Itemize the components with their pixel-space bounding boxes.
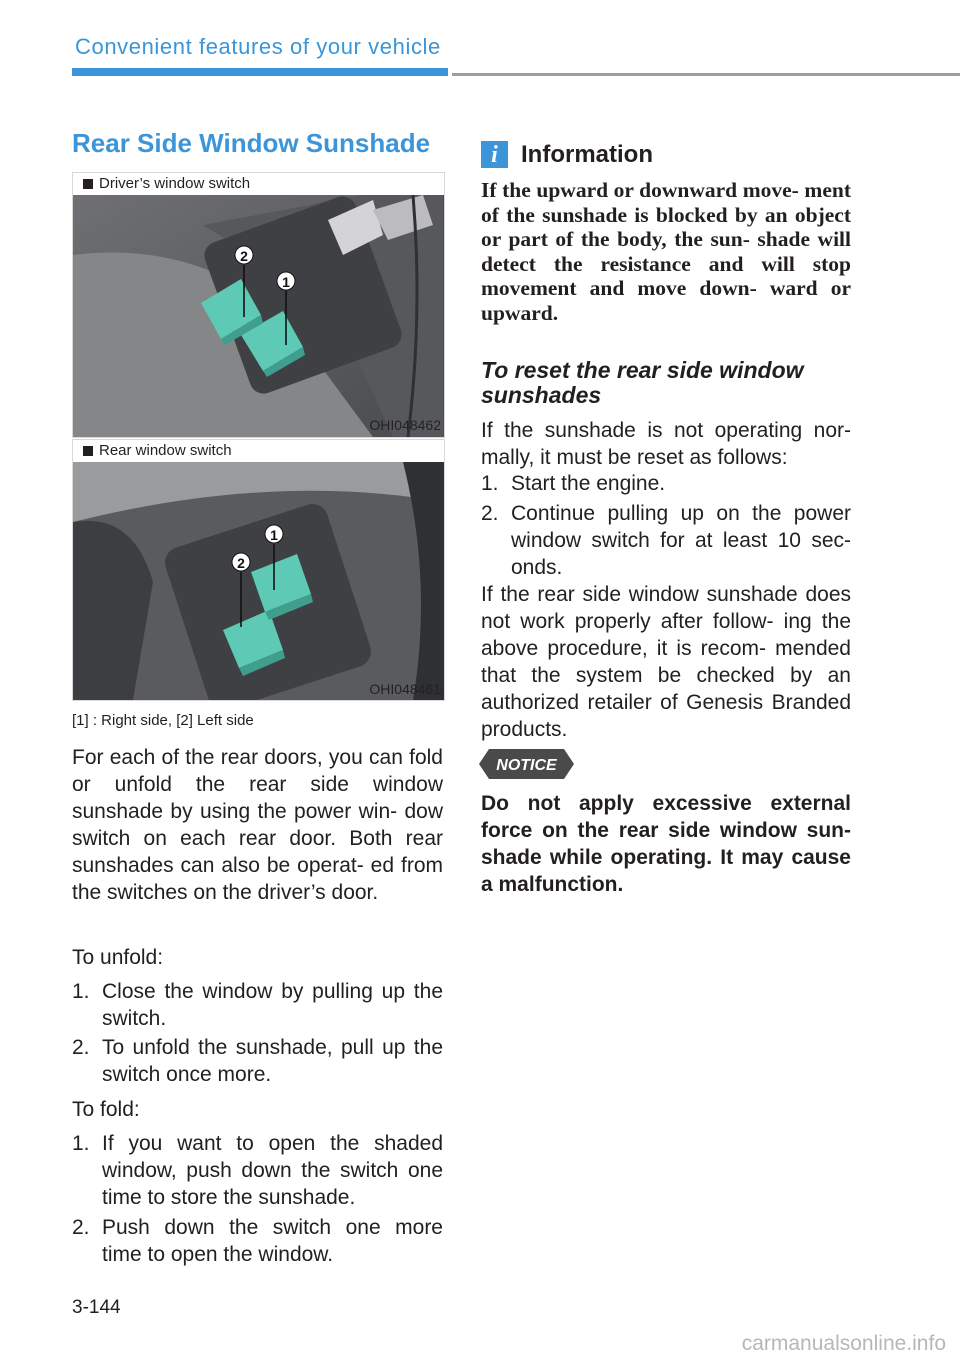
watermark: carmanualsonline.info [741, 1332, 946, 1355]
callout-1: 1 [282, 274, 290, 290]
running-header: Convenient features of your vehicle [75, 34, 441, 59]
notice-badge [479, 749, 574, 779]
figure-rear-switch [72, 439, 445, 701]
header-rule-accent [72, 68, 448, 76]
rear-switch-illustration [73, 462, 444, 700]
figure-caption: Rear window switch [73, 440, 444, 462]
list-item: 1. Close the window by pulling up the switch. [72, 980, 443, 1030]
page-number: 3-144 [72, 1297, 121, 1318]
section-title: Rear Side Window Sunshade [72, 128, 431, 158]
list-item: 2. Continue pulling up on the power window switch for at least 10 sec- onds. [481, 502, 851, 579]
information-icon: i [481, 141, 508, 168]
bullet-square-icon [83, 446, 93, 456]
reset-intro: If the sunshade is not operating nor- mally, it must be reset as follows: [481, 419, 851, 469]
fold-heading: To fold: [72, 1098, 140, 1121]
intro-paragraph: For each of the rear doors, you can fold or unfold the rear side window sunshade by using the power win- dow switch on each rear door. Both rear sunshades can also be operat- ed from the switches on the driver’s door. [72, 746, 443, 904]
notice-label: NOTICE [496, 757, 557, 774]
list-item: 1. If you want to open the shaded window, push down the switch one time to store the sunshade. [72, 1132, 443, 1209]
list-item: 2. Push down the switch one more time to open the window. [72, 1216, 443, 1266]
callout-2: 2 [240, 248, 248, 264]
callout-1: 1 [270, 527, 278, 543]
callout-2: 2 [237, 555, 245, 571]
unfold-heading: To unfold: [72, 946, 164, 969]
figure-drivers-switch [72, 172, 445, 438]
figure-code: OHI048461 [369, 681, 441, 697]
list-item: 1. Start the engine. [481, 472, 666, 495]
figure-caption: Driver’s window switch [73, 173, 444, 195]
reset-title: To reset the rear side window sunshades [481, 357, 804, 408]
list-item: 2. To unfold the sunshade, pull up the switch once more. [72, 1036, 443, 1086]
notice-text: Do not apply excessive external force on the rear side window sun- shade while operating. It may cause a malfunction. [481, 792, 851, 896]
figure-code: OHI048462 [369, 417, 441, 433]
information-title: Information [521, 141, 653, 168]
drivers-switch-illustration [73, 195, 444, 437]
reset-outro: If the rear side window sunshade does not work properly after follow- ing the above procedure, it is recom- mended that the system be checked by an authorized retailer of Genesis Branded products. [481, 583, 851, 741]
bullet-square-icon [83, 179, 93, 189]
information-body: If the upward or downward move- ment of the sunshade is blocked by an object or part of the body, the sun- shade will detect the resistance and will stop movement and move down- ward or upward. [481, 178, 851, 325]
figure-note: [1] : Right side, [2] Left side [72, 712, 254, 729]
header-rule [452, 73, 960, 76]
